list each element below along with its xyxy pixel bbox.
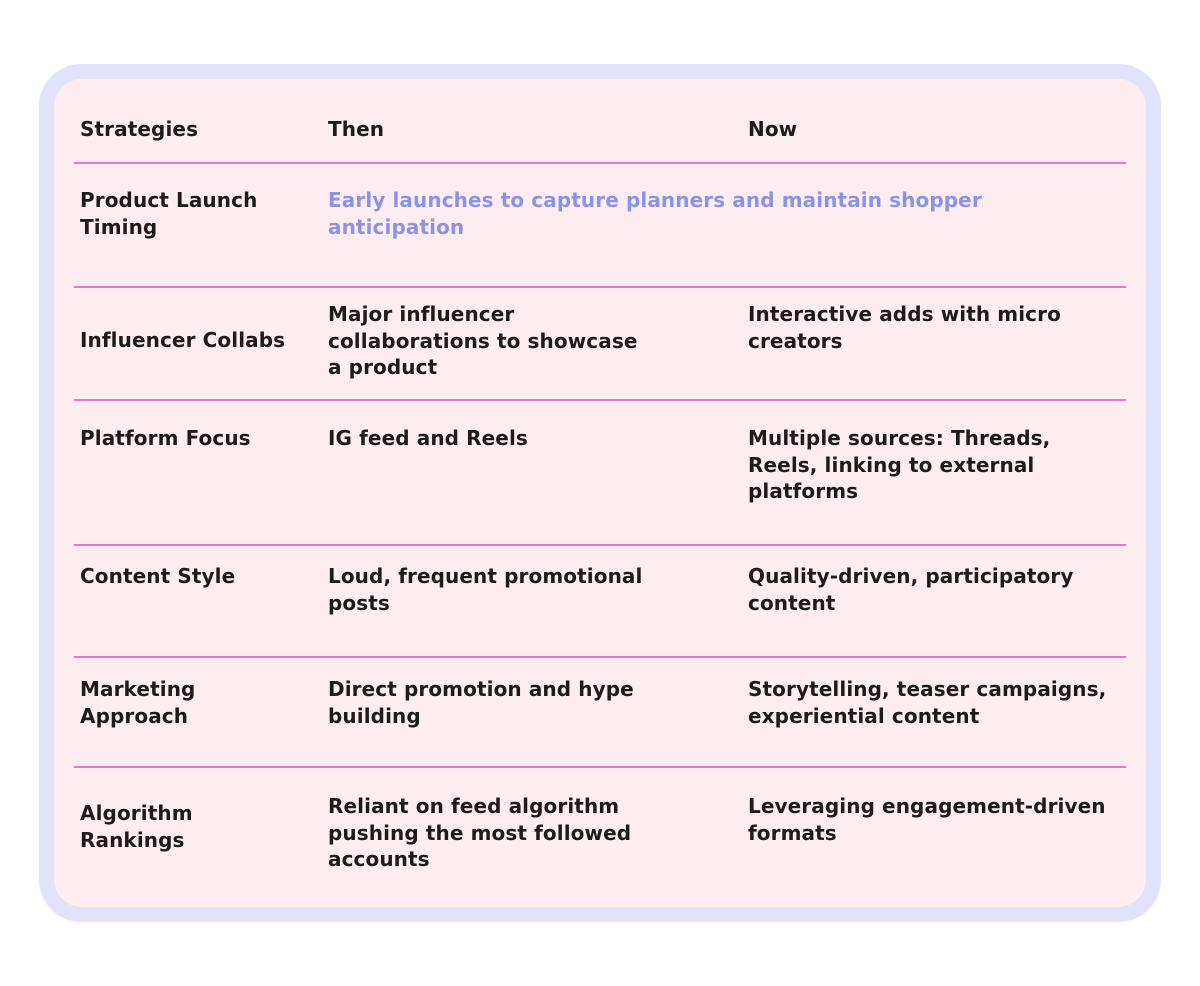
header-now: Now [748, 117, 798, 141]
now-cell: Quality-driven, participatory content [748, 564, 1074, 615]
then-cell: Loud, frequent promotional posts [328, 564, 643, 615]
then-cell: Major influencer collaborations to showcase a product [328, 302, 638, 379]
comparison-table [74, 79, 1126, 886]
header-strategies: Strategies [80, 117, 199, 141]
strategy-cell: Influencer Collabs [80, 328, 286, 352]
table-row [74, 766, 1126, 886]
table-row [74, 399, 1126, 544]
header-then: Then [328, 117, 385, 141]
then-cell: Reliant on feed algorithm pushing the most followed accounts [328, 794, 632, 871]
table-header-row [74, 79, 1126, 162]
now-cell: Multiple sources: Threads, Reels, linking to external platforms [748, 426, 1051, 503]
strategy-cell: Content Style [80, 564, 236, 588]
table-row [74, 286, 1126, 399]
merged-then-now-cell: Early launches to capture planners and maintain shopper anticipation [328, 188, 982, 239]
now-cell: Storytelling, teaser campaigns, experiential content [748, 677, 1107, 728]
strategy-cell: Product Launch Timing [80, 188, 258, 239]
now-cell: Leveraging engagement-driven formats [748, 794, 1106, 845]
then-cell: IG feed and Reels [328, 426, 528, 450]
table-frame [39, 64, 1161, 922]
now-cell: Interactive adds with micro creators [748, 302, 1061, 353]
table-row [74, 162, 1126, 286]
strategy-cell: Marketing Approach [80, 677, 196, 728]
strategy-cell: Platform Focus [80, 426, 251, 450]
table-row [74, 544, 1126, 656]
then-cell: Direct promotion and hype building [328, 677, 634, 728]
strategy-cell: Algorithm Rankings [80, 801, 193, 852]
comparison-card [54, 79, 1146, 907]
table-row [74, 656, 1126, 766]
